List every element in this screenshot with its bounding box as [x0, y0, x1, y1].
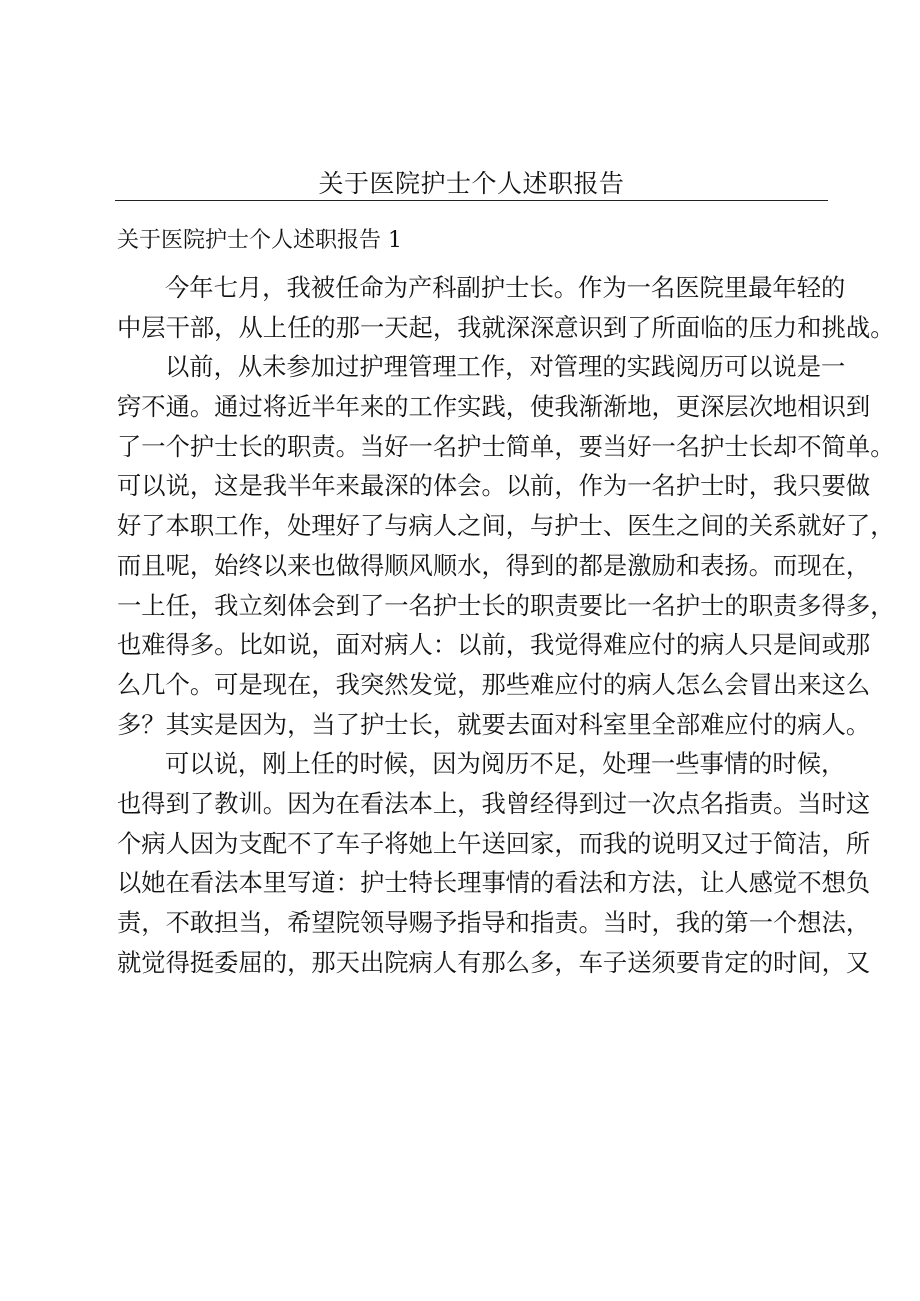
paragraph-2-line-7: 一上任，我立刻体会到了一名护士长的职责要比一名护士的职责多得多，	[117, 590, 895, 620]
paragraph-3-line-1: 可以说，刚上任的时候，因为阅历不足，处理一些事情的时候，	[165, 749, 846, 779]
paragraph-1-line-1: 今年七月，我被任命为产科副护士长。作为一名医院里最年轻的	[165, 273, 846, 302]
document-title: 关于医院护士个人述职报告	[318, 169, 625, 198]
paragraph-3-line-2: 也得到了教训。因为在看法本上，我曾经得到过一次点名指责。当时这	[117, 788, 871, 818]
paragraph-2-line-1: 以前，从未参加过护理管理工作，对管理的实践阅历可以说是一	[165, 352, 846, 382]
paragraph-2-line-5: 好了本职工作，处理好了与病人之间，与护士、医生之间的关系就好了，	[117, 511, 895, 541]
paragraph-3-line-5: 责，不敢担当，希望院领导赐予指导和指责。当时，我的第一个想法，	[117, 908, 871, 937]
paragraph-3-line-6: 就觉得挺委屈的，那天出院病人有那么多，车子送须要肯定的时间，又	[117, 947, 871, 977]
paragraph-2-line-3: 了一个护士长的职责。当好一名护士简单，要当好一名护士长却不简单。	[117, 431, 895, 461]
paragraph-2-line-8: 也难得多。比如说，面对病人：以前，我觉得难应付的病人只是间或那	[117, 630, 871, 660]
paragraph-1-line-2: 中层干部，从上任的那一天起，我就深深意识到了所面临的压力和挑战。	[117, 312, 895, 342]
paragraph-2-line-2: 窍不通。通过将近半年来的工作实践，使我渐渐地，更深层次地相识到	[117, 392, 871, 422]
paragraph-2-line-6: 而且呢，始终以来也做得顺风顺水，得到的都是激励和表扬。而现在，	[117, 550, 871, 580]
title-underline	[115, 200, 828, 201]
section-heading: 关于医院护士个人述职报告 1	[117, 228, 402, 253]
body-text	[117, 268, 895, 982]
paragraph-2-line-10: 多？其实是因为，当了护士长，就要去面对科室里全部难应付的病人。	[117, 709, 871, 739]
paragraph-2-line-4: 可以说，这是我半年来最深的体会。以前，作为一名护士时，我只要做	[117, 471, 871, 501]
paragraph-2-line-9: 么几个。可是现在，我突然发觉，那些难应付的病人怎么会冒出来这么	[117, 669, 871, 699]
paragraph-3-line-3: 个病人因为支配不了车子将她上午送回家，而我的说明又过于简洁，所	[117, 828, 871, 858]
paragraph-3-line-4: 以她在看法本里写道：护士特长理事情的看法和方法，让人感觉不想负	[117, 868, 871, 898]
